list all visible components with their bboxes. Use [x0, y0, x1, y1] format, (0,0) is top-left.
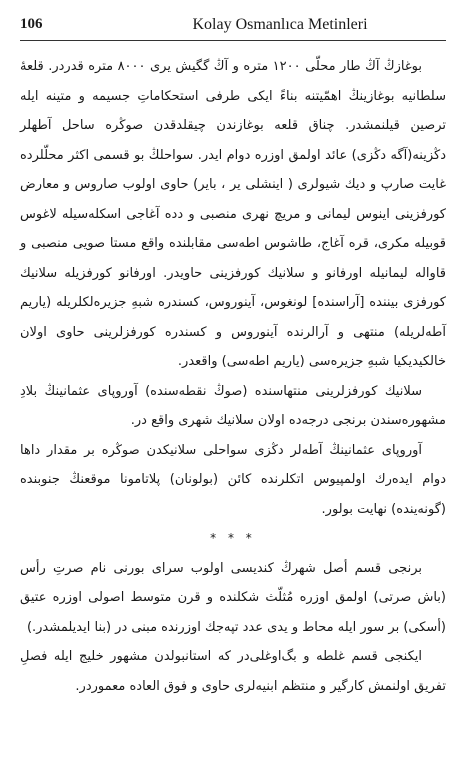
running-title: Kolay Osmanlıca Metinleri	[192, 16, 368, 33]
paragraph: برنجی قسم أصل شهرڭ کندیسی اولوب سرای بورنی نام صرتِ رأس (باش صرتی) اولمق اوزره مُثلّث شکلنده و قرن متوسط اصولی اوزره عتیق (أسکی) بر سور ایله محاط و یدی عدد تپه‌جك اوزرنده مبنی در (بنا ایدیلمشدر.)	[20, 560, 446, 635]
body-text	[20, 52, 446, 701]
page-number: 106	[20, 16, 43, 32]
running-header	[20, 14, 446, 41]
paragraph: بوغازڭ آڭ طار محلّی ۱۲۰۰ متره و آڭ گگیش یری ۸۰۰۰ متره قدردر. قلعهٔ سلطانیه بوغازینڭ اهمّیتنه بناءً ایکی طرفی استحکاماتِ جسیمه و متینه ایله ترصین قیلنمشدر. چناق قلعه بوغازندن چیقلدقدن صوڭره ساحل آطهلر دڭزینه(آگه دڭزی) عائد اولمق اوزره دوام ایدر. سواحلڭ بو قسمی اکثر محلّلرده غایت صارپ و دیك شیولری ( اینشلی یر ، بایر) حاوی اولوب صاروس و معارض کورفزینی اینوس لیمانی و مریچ نهری منصبی و دده آغاجی اسکله‌سیله لاغوس قوبیله مکری، قره آغاج، طاشوس اطه‌سی مقابلنده واقع مستا صویی منصبی و قاواله لیمانیله اورفانو و سلانیك کورفزینی حاویدر. اورفانو کورفزیله سلانیك کورفزی بیننده [آراسنده] لونغوس، آینوروس، کسندره شبهِ جزیره‌لکلریله (یاریم آطه‌لریله) منتهی و آرالرنده آینوروس و کسندره کورفزلرینی حاوی اولان خالکیدیکیا شبهِ جزیره‌سی (یاریم اطه‌سی) واقعدر.	[20, 59, 446, 369]
paragraph: سلانیك کورفزلرینی منتهاسنده (صوڭ نقطه‌سنده) آوروپای عثمانینڭ بلادِ مشهوره‌سندن برنجی درجه‌ده اولان سلانیك شهری واقع در.	[20, 383, 446, 428]
paragraph: ایکنجی قسم غلطه و بگ‌اوغلی‌در که استانبولدن مشهور خلیج ایله فصلِ تفریق اولنمش کارگیر و منتظم ابنیه‌لری حاوی و فوق العاده معموردر.	[20, 649, 446, 694]
paragraph: آوروپای عثمانینڭ آطه‌لر دڭزی سواحلی سلانیکدن صوڭره بر مقدار داها دوام ایده‌رك اولمپیوس اتکلرنده کائن (بولونان) پلاتامونا موقعنڭ جنوبنده (گونه‌یندە) نهایت بولور.	[20, 442, 446, 517]
section-separator: * * *	[210, 531, 256, 545]
